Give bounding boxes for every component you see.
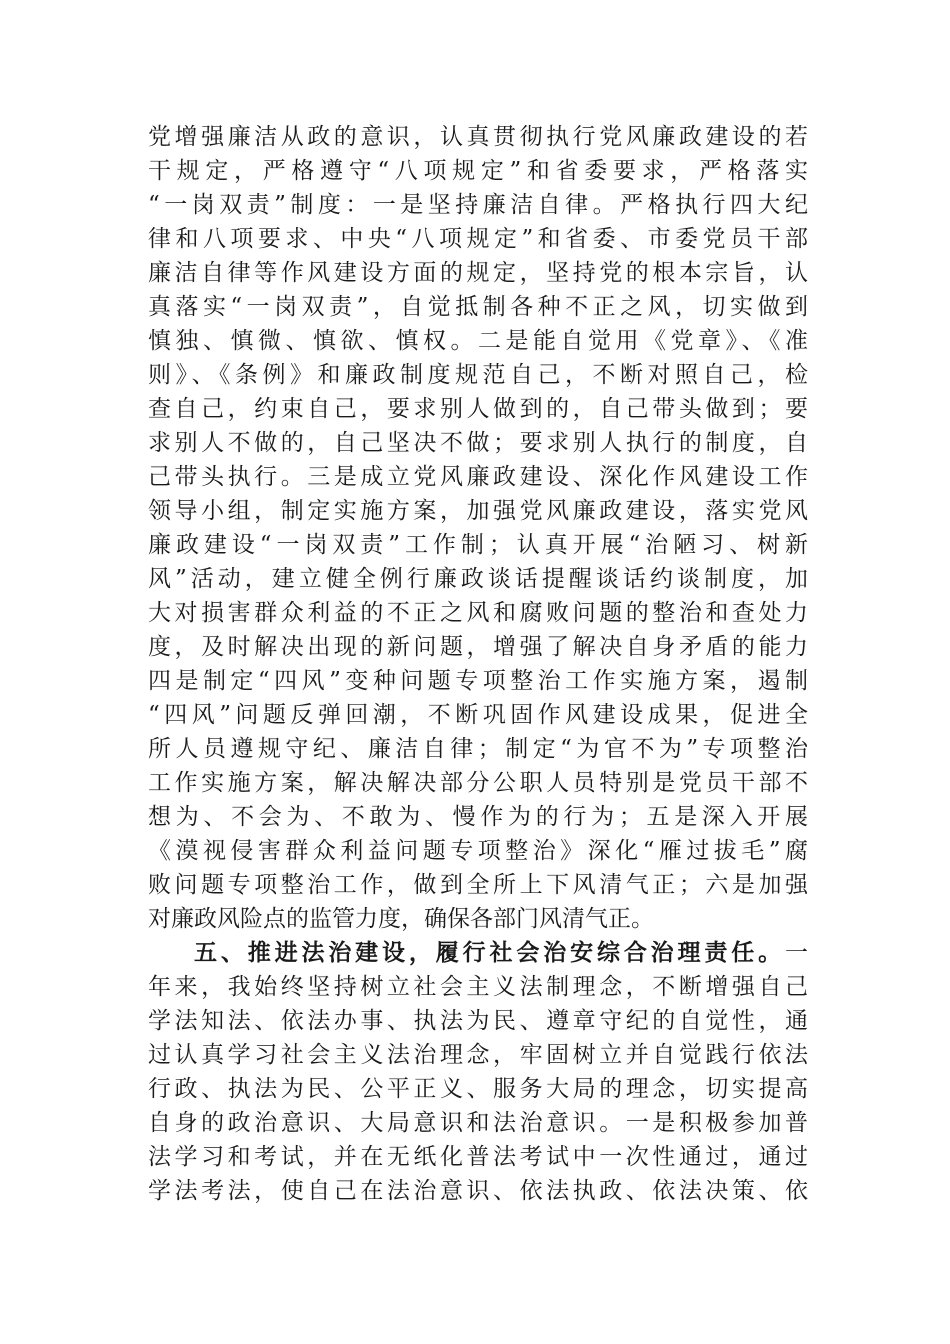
- text-line: 过认真学习社会主义法治理念，牢固树立并自觉践行依法: [148, 1042, 808, 1068]
- text-line: 学法考法，使自己在法治意识、依法执政、依法决策、依: [148, 1178, 808, 1204]
- text-line: 慎独、慎微、慎欲、慎权。二是能自觉用《党章》、《准: [148, 328, 808, 354]
- text-line: 《漠视侵害群众利益问题专项整治》深化“雁过拔毛”腐: [148, 838, 808, 864]
- text-line: “一岗双责”制度：一是坚持廉洁自律。严格执行四大纪: [148, 192, 808, 218]
- text-line: 律和八项要求、中央“八项规定”和省委、市委党员干部: [148, 226, 808, 252]
- text-line: 工作实施方案，解决解决部分公职人员特别是党员干部不: [148, 770, 808, 796]
- text-line: 自身的政治意识、大局意识和法治意识。一是积极参加普: [148, 1110, 808, 1136]
- text-line: 则》、《条例》和廉政制度规范自己，不断对照自己，检: [148, 362, 808, 388]
- text-line: 真落实“一岗双责”，自觉抵制各种不正之风，切实做到: [148, 294, 808, 320]
- text-line: 领导小组，制定实施方案，加强党风廉政建设，落实党风: [148, 498, 808, 524]
- text-line: “四风”问题反弹回潮，不断巩固作风建设成果，促进全: [148, 702, 808, 728]
- text-line: 对廉政风险点的监管力度，确保各部门风清气正。: [148, 906, 654, 932]
- section-heading-line: [148, 936, 808, 970]
- text-line: 法学习和考试，并在无纸化普法考试中一次性通过，通过: [148, 1144, 808, 1170]
- paragraph-rule-of-law: [148, 936, 808, 1208]
- document-body: [148, 120, 808, 1208]
- text-line: 廉洁自律等作风建设方面的规定，坚持党的根本宗旨，认: [148, 260, 808, 286]
- paragraph-party-integrity: [148, 120, 808, 936]
- text-line: 所人员遵规守纪、廉洁自律；制定“为官不为”专项整治: [148, 736, 808, 762]
- text-line: 度，及时解决出现的新问题，增强了解决自身矛盾的能力: [148, 634, 808, 660]
- text-line: 党增强廉洁从政的意识，认真贯彻执行党风廉政建设的若: [148, 124, 808, 150]
- text-line: 年来，我始终坚持树立社会主义法制理念，不断增强自己: [148, 974, 808, 1000]
- text-fragment: 一: [785, 940, 808, 966]
- text-line: 行政、执法为民、公平正义、服务大局的理念，切实提高: [148, 1076, 808, 1102]
- text-line: 风”活动，建立健全例行廉政谈话提醒谈话约谈制度，加: [148, 566, 808, 592]
- text-line: 四是制定“四风”变种问题专项整治工作实施方案，遏制: [148, 668, 808, 694]
- text-line: 廉政建设“一岗双责”工作制；认真开展“治陋习、树新: [148, 532, 808, 558]
- text-line: 想为、不会为、不敢为、慢作为的行为；五是深入开展: [148, 804, 808, 830]
- text-line: 己带头执行。三是成立党风廉政建设、深化作风建设工作: [148, 464, 808, 490]
- text-line: 败问题专项整治工作，做到全所上下风清气正；六是加强: [148, 872, 808, 898]
- text-line: 查自己，约束自己，要求别人做到的，自己带头做到；要: [148, 396, 808, 422]
- text-line: 干规定，严格遵守“八项规定”和省委要求，严格落实: [148, 158, 808, 184]
- text-line: 大对损害群众利益的不正之风和腐败问题的整治和查处力: [148, 600, 808, 626]
- text-line: 求别人不做的，自己坚决不做；要求别人执行的制度，自: [148, 430, 808, 456]
- section-heading: 五、推进法治建设，履行社会治安综合治理责任。: [194, 939, 785, 966]
- text-line: 学法知法、依法办事、执法为民、遵章守纪的自觉性，通: [148, 1008, 808, 1034]
